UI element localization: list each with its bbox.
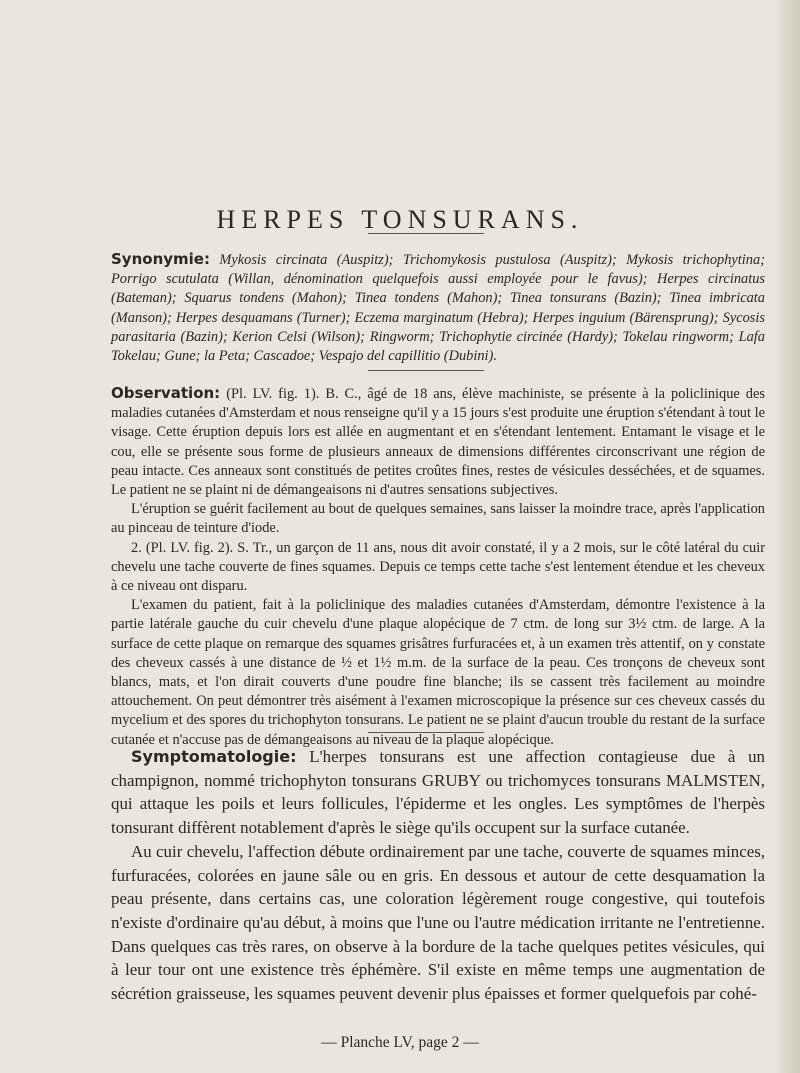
observation-heading: Observation:	[111, 384, 221, 402]
observation-paragraph: L'examen du patient, fait à la policlinique des maladies cutanées d'Amsterdam, démontre l'existence à la partie latérale gauche du cuir chevelu d'une plaque alopécique de 7 ctm. de long sur 3½ ctm. de large. A la surface de cette plaque on remarque des squames grisâtres furfuracées et, à un examen très attentif, on y constate des cheveux cassés à une distance de ½ et 1½ m.m. de la surface de la peau. Ces tronçons de cheveux sont blancs, mats, et l'on dirait couverts d'une poudre fine blanche; ils se cassent très facilement au moindre attouchement. On peut démontrer très aisément à l'examen microscopique la présence sur ces cheveux cassés du mycelium et des spores du trichophyton tonsurans. Le patient ne se plaint d'aucun trouble du restant de la surface cutanée et n'accuse pas de démangeaisons au niveau de la plaque alopécique.	[111, 597, 765, 748]
symptomatologie-heading: Symptomatologie:	[131, 747, 297, 766]
page-footer: — Planche LV, page 2 —	[321, 1034, 479, 1051]
synonymie-section	[111, 250, 765, 366]
page-title: HERPES TONSURANS.	[216, 205, 584, 235]
section-divider	[368, 370, 484, 371]
observation-section	[111, 384, 765, 750]
title-divider	[368, 233, 484, 234]
section-divider	[368, 732, 484, 733]
synonymie-text: Mykosis circinata (Auspitz); Trichomykosis pustulosa (Auspitz); Mykosis trichophytina; Porrigo scutulata (Willan, dénomination quelquefois aussi employée pour le favus); Herpes circinatus (Bateman); Squarus tondens (Mahon); Tinea tondens (Mahon); Tinea tonsurans (Bazin); Tinea imbricata (Manson); Herpes desquamans (Turner); Eczema marginatum (Hebra); Herpes inguium (Bärensprung); Sycosis parasitaria (Bazin); Kerion Celsi (Wilson); Ringworm; Trichophytie circinée (Hardy); Tokelau ringworm; Lafa Tokelau; Gune; la Peta; Cascadoe; Vespajo del capillitio (Dubini).	[111, 252, 765, 365]
symptomatologie-paragraph: Au cuir chevelu, l'affection débute ordinairement par une tache, couverte de squames minces, furfuracées, colorées en jaune sâle ou en gris. En dessous et autour de cette desquamation la peau présente, dans certains cas, une coloration légèrement rouge congestive, qui toutefois n'existe d'ordinaire qu'au début, à moins que l'une ou l'autre médication irritante ne l'entretienne. Dans quelques cas très rares, on observe à la bordure de la tache quelques petites vésicules, qui à leur tour ont une existence très éphémère. S'il existe en même temps une augmentation de sécrétion graisseuse, les squames peuvent devenir plus épaisses et former quelquefois par cohé-	[111, 841, 765, 1004]
symptomatologie-section	[111, 745, 765, 1006]
synonymie-heading: Synonymie:	[111, 250, 210, 268]
observation-paragraph: (Pl. LV. fig. 1). B. C., âgé de 18 ans, élève machiniste, se présente à la policlinique des maladies cutanées d'Amsterdam et nous renseigne qu'il y a 15 jours s'est produite une éruption s'étendant à tout le visage. Cette éruption depuis lors est allée en augmentant et en s'étendant lentement. Entamant le visage et le cou, elle se présente sous forme de plusieurs anneaux de dimensions différentes circonscrivant une région de peau intacte. Ces anneaux sont constitués de petites croûtes fines, restes de vésicules desséchées, et de squames. Le patient ne se plaint ni de démangeaisons ni d'autres sensations subjectives.	[111, 386, 765, 499]
page-edge-shadow	[774, 0, 800, 1073]
observation-paragraph: L'éruption se guérit facilement au bout de quelques semaines, sans laisser la moindre trace, après l'application au pinceau de teinture d'iode.	[111, 501, 765, 537]
observation-paragraph: 2. (Pl. LV. fig. 2). S. Tr., un garçon de 11 ans, nous dit avoir constaté, il y a 2 mois, sur le côté latéral du cuir chevelu une tache couverte de fines squames. Depuis ce temps cette tache s'est lentement étendue et les cheveux à ce niveau ont disparu.	[111, 539, 765, 595]
symptomatologie-paragraph: L'herpes tonsurans est une affection contagieuse due à un champignon, nommé trichophyton tonsurans GRUBY ou trichomyces tonsurans MALMSTEN, qui attaque les poils et leurs follicules, l'épiderme et les ongles. Les symptômes de l'herpès tonsurant diffèrent notablement d'après le siège qu'ils occupent sur la surface cutanée.	[111, 747, 765, 838]
